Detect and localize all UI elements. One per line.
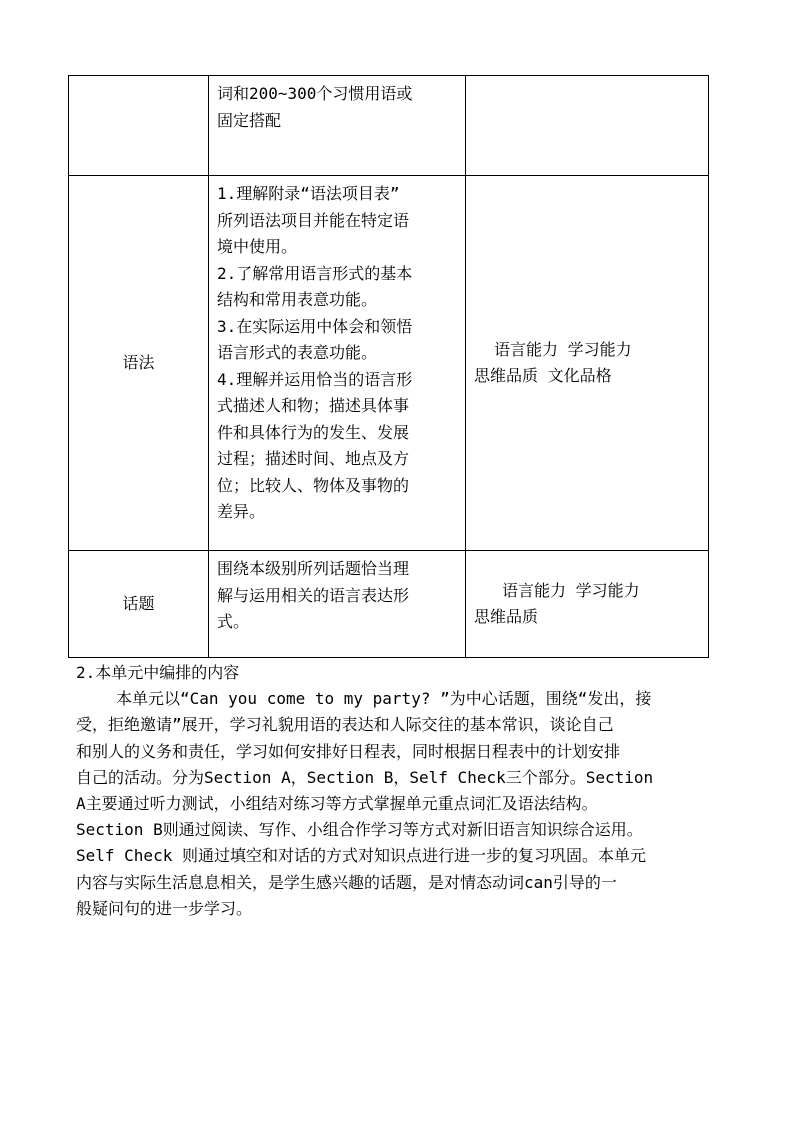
paragraph-line: 自己的活动。分为Section A，Section B，Self Check三个部分。Section <box>76 767 654 787</box>
category-cell: 语法 <box>69 176 209 551</box>
content-line: 2.了解常用语言形式的基本 <box>217 263 413 283</box>
content-line: 1.理解附录“语法项目表” <box>217 184 400 203</box>
content-line: 3.在实际运用中体会和领悟 <box>217 316 413 336</box>
content-line: 境中使用。 <box>217 237 298 256</box>
paragraph-line: 受，拒绝邀请”展开，学习礼貌用语的表达和人际交往的基本常识，谈论自己 <box>76 715 614 735</box>
content-cell <box>209 176 466 551</box>
ability-line: 思维品质 <box>474 607 539 626</box>
paragraph-line: Self Check 则通过填空和对话的方式对知识点进行进一步的复习巩固。本单元 <box>76 846 646 866</box>
content-cell <box>209 76 466 176</box>
paragraph-line: Section B则通过阅读、写作、小组合作学习等方式对新旧语言知识综合运用。 <box>76 820 643 840</box>
table-row <box>69 176 709 551</box>
content-line: 固定搭配 <box>217 110 282 130</box>
content-line: 语言形式的表意功能。 <box>217 343 378 362</box>
paragraph-line: 内容与实际生活息息相关，是学生感兴趣的话题，是对情态动词can引导的一 <box>76 872 617 892</box>
content-line: 位；比较人、物体及事物的 <box>217 475 410 495</box>
ability-cell <box>466 76 709 176</box>
content-line: 围绕本级别所列话题恰当理 <box>217 559 410 578</box>
ability-line: 语言能力 学习能力 <box>502 580 640 600</box>
ability-line: 思维品质 文化品格 <box>474 366 612 385</box>
category-cell: 话题 <box>69 551 209 658</box>
ability-cell <box>466 176 709 551</box>
requirements-table <box>68 75 709 658</box>
content-line: 过程；描述时间、地点及方 <box>217 449 410 468</box>
category-cell <box>69 76 209 176</box>
paragraph-line: A主要通过听力测试，小组结对练习等方式掌握单元重点词汇及语法结构。 <box>76 794 598 814</box>
table-row <box>69 551 709 658</box>
content-line: 差异。 <box>217 502 266 521</box>
content-line: 4.理解并运用恰当的语言形 <box>217 369 413 389</box>
ability-line: 语言能力 学习能力 <box>494 339 632 359</box>
paragraph-line: 般疑问句的进一步学习。 <box>76 898 253 918</box>
section-heading: 2.本单元中编排的内容 <box>76 663 240 682</box>
table-row <box>69 76 709 176</box>
content-cell <box>209 551 466 658</box>
content-line: 件和具体行为的发生、发展 <box>217 422 410 442</box>
content-line: 所列语法项目并能在特定语 <box>217 210 410 230</box>
content-line: 式。 <box>217 612 250 631</box>
content-line: 解与运用相关的语言表达形 <box>217 585 410 605</box>
ability-cell <box>466 551 709 658</box>
content-line: 词和200~300个习惯用语或 <box>217 84 413 103</box>
unit-content-section <box>76 660 730 922</box>
content-line: 结构和常用表意功能。 <box>217 290 378 309</box>
paragraph-line: 本单元以“Can you come to my party? ”为中心话题，围绕“发出，接 <box>116 689 652 709</box>
content-line: 式描述人和物；描述具体事 <box>217 396 410 415</box>
paragraph-line: 和别人的义务和责任，学习如何安排好日程表，同时根据日程表中的计划安排 <box>76 741 621 761</box>
